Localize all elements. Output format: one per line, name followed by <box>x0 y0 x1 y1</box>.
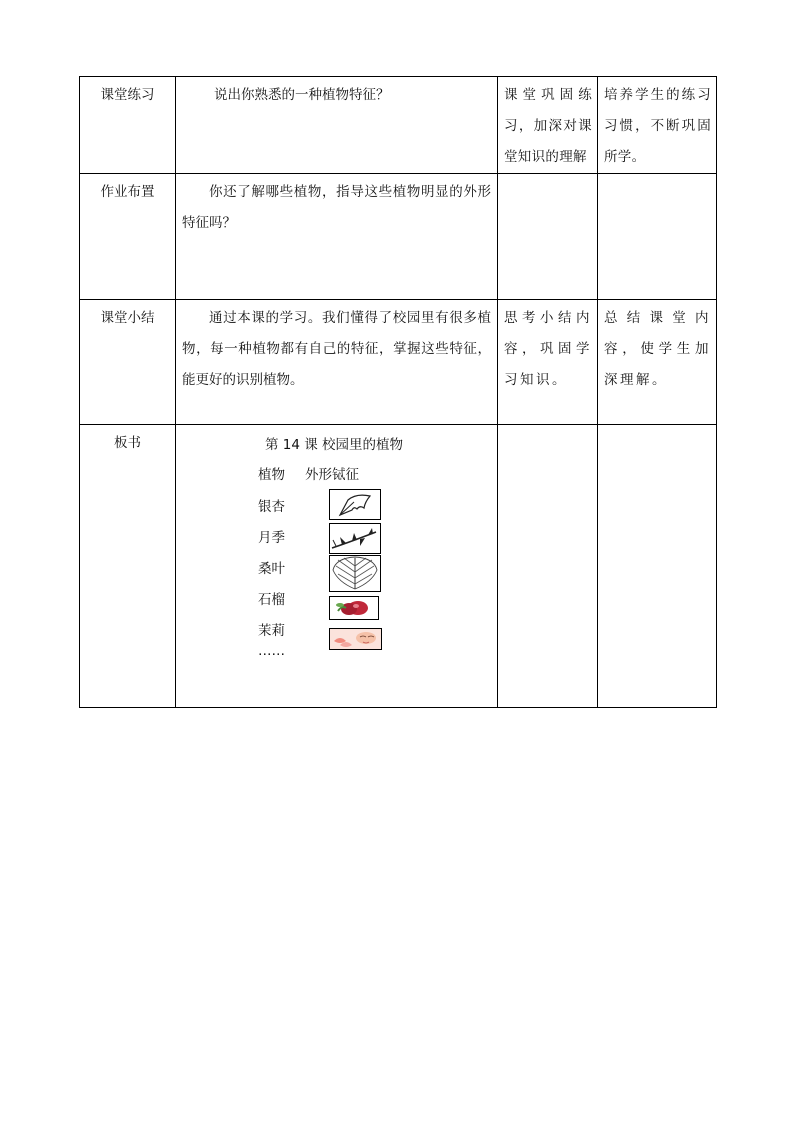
blackboard-layout <box>176 425 497 707</box>
row-content-homework <box>176 174 498 300</box>
row-goal-summary <box>598 300 717 425</box>
summary-goal-text: 总结课堂内容，使学生加深理解。 <box>604 310 711 388</box>
plant-name-pomegranate: 石榴 <box>258 592 285 608</box>
practice-intent-text: 课堂巩固练习，加深对课堂知识的理解 <box>504 87 592 165</box>
row-label-practice: 课堂练习 <box>80 77 176 174</box>
row-intent-homework <box>498 174 598 300</box>
row-label-summary: 课堂小结 <box>80 300 176 425</box>
lesson-plan-table <box>79 76 717 708</box>
table-row-practice <box>80 77 717 174</box>
row-label-homework: 作业布置 <box>80 174 176 300</box>
row-intent-board <box>498 425 598 708</box>
practice-goal-text: 培养学生的练习习惯，不断巩固所学。 <box>604 87 711 165</box>
board-header <box>258 463 359 483</box>
board-header-plant: 植物 <box>258 467 285 483</box>
homework-text: 你还了解哪些植物，指导这些植物明显的外形特征吗？ <box>182 184 491 231</box>
rose-thorn-icon <box>329 523 381 554</box>
summary-intent-text: 思考小结内容，巩固学习知识。 <box>504 310 592 388</box>
table-row-summary <box>80 300 717 425</box>
row-intent-practice <box>498 77 598 174</box>
plant-name-mulberry: 桑叶 <box>258 561 285 577</box>
plant-name-ginkgo: 银杏 <box>258 499 285 515</box>
plant-name-rose: 月季 <box>258 530 285 546</box>
mulberry-leaf-icon <box>329 555 381 592</box>
row-goal-practice <box>598 77 717 174</box>
ginkgo-leaf-icon <box>329 489 381 520</box>
row-intent-summary <box>498 300 598 425</box>
board-title: 第 14 课 校园里的植物 <box>265 437 404 453</box>
table-row-board <box>80 425 717 708</box>
plant-name-jasmine: 茉莉 <box>258 623 285 639</box>
homework-intent-text <box>498 174 597 177</box>
pomegranate-icon <box>329 596 379 620</box>
board-ellipsis: …… <box>258 643 285 659</box>
table-row-homework <box>80 174 717 300</box>
homework-goal-text <box>598 174 716 177</box>
row-label-board: 板书 <box>80 425 176 708</box>
practice-question: 说出你熟悉的一种植物特征？ <box>214 87 390 103</box>
summary-text: 通过本课的学习。我们懂得了校园里有很多植物，每一种植物都有自己的特征，掌握这些特征，能更好的识别植物。 <box>182 310 491 388</box>
row-goal-homework <box>598 174 717 300</box>
row-content-summary <box>176 300 498 425</box>
jasmine-flower-icon <box>329 628 382 650</box>
board-header-feature: 外形铽征 <box>305 467 359 483</box>
row-content-practice <box>176 77 498 174</box>
row-goal-board <box>598 425 717 708</box>
row-content-board <box>176 425 498 708</box>
